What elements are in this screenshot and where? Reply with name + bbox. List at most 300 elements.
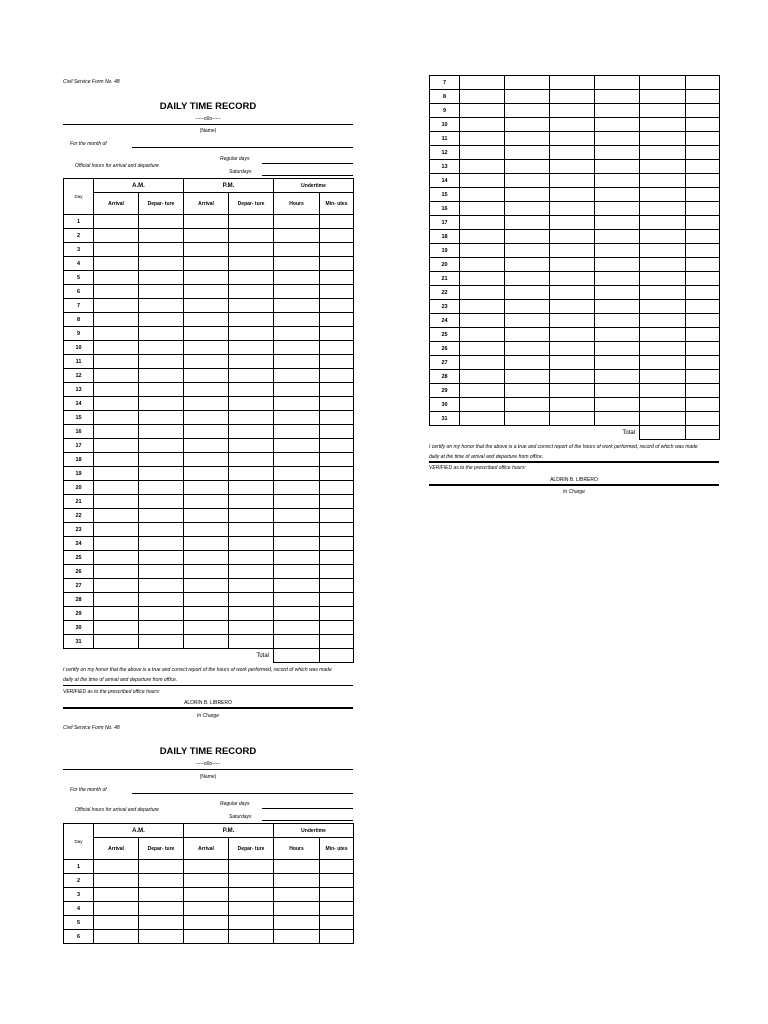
pm-arrival-cell[interactable]: [184, 313, 229, 327]
am-arrival-cell[interactable]: [94, 860, 139, 874]
am-arrival-cell[interactable]: [460, 188, 505, 202]
pm-arrival-cell[interactable]: [184, 902, 229, 916]
pm-arrival-cell[interactable]: [184, 888, 229, 902]
am-arrival-cell[interactable]: [94, 243, 139, 257]
pm-departure-cell[interactable]: [595, 104, 640, 118]
am-arrival-cell[interactable]: [460, 412, 505, 426]
undertime-minutes-cell[interactable]: [686, 118, 720, 132]
am-arrival-cell[interactable]: [460, 286, 505, 300]
undertime-minutes-cell[interactable]: [320, 313, 354, 327]
pm-arrival-cell[interactable]: [184, 425, 229, 439]
am-arrival-cell[interactable]: [460, 356, 505, 370]
undertime-minutes-cell[interactable]: [320, 299, 354, 313]
undertime-hours-cell[interactable]: [274, 551, 320, 565]
am-arrival-cell[interactable]: [460, 258, 505, 272]
am-departure-cell[interactable]: [505, 160, 550, 174]
undertime-hours-cell[interactable]: [274, 369, 320, 383]
am-departure-cell[interactable]: [139, 579, 184, 593]
undertime-hours-cell[interactable]: [640, 90, 686, 104]
pm-departure-cell[interactable]: [229, 916, 274, 930]
am-departure-cell[interactable]: [505, 314, 550, 328]
am-departure-cell[interactable]: [505, 384, 550, 398]
undertime-minutes-cell[interactable]: [686, 244, 720, 258]
pm-arrival-cell[interactable]: [550, 398, 595, 412]
pm-arrival-cell[interactable]: [184, 509, 229, 523]
pm-arrival-cell[interactable]: [550, 258, 595, 272]
signature-line[interactable]: [63, 685, 353, 686]
am-arrival-cell[interactable]: [460, 244, 505, 258]
am-arrival-cell[interactable]: [94, 509, 139, 523]
am-departure-cell[interactable]: [139, 874, 184, 888]
am-departure-cell[interactable]: [139, 341, 184, 355]
am-departure-cell[interactable]: [139, 383, 184, 397]
pm-departure-cell[interactable]: [595, 244, 640, 258]
am-departure-cell[interactable]: [139, 397, 184, 411]
pm-arrival-cell[interactable]: [550, 244, 595, 258]
am-arrival-cell[interactable]: [94, 930, 139, 944]
am-departure-cell[interactable]: [505, 174, 550, 188]
am-arrival-cell[interactable]: [460, 160, 505, 174]
am-departure-cell[interactable]: [139, 593, 184, 607]
am-departure-cell[interactable]: [139, 355, 184, 369]
pm-arrival-cell[interactable]: [550, 132, 595, 146]
am-arrival-cell[interactable]: [94, 397, 139, 411]
pm-arrival-cell[interactable]: [550, 202, 595, 216]
undertime-minutes-cell[interactable]: [320, 327, 354, 341]
am-departure-cell[interactable]: [505, 104, 550, 118]
pm-departure-cell[interactable]: [229, 397, 274, 411]
undertime-hours-cell[interactable]: [640, 356, 686, 370]
pm-arrival-cell[interactable]: [184, 523, 229, 537]
am-departure-cell[interactable]: [505, 202, 550, 216]
am-departure-cell[interactable]: [505, 328, 550, 342]
am-arrival-cell[interactable]: [94, 257, 139, 271]
am-arrival-cell[interactable]: [94, 425, 139, 439]
pm-departure-cell[interactable]: [229, 299, 274, 313]
pm-arrival-cell[interactable]: [550, 90, 595, 104]
pm-departure-cell[interactable]: [229, 621, 274, 635]
name-line[interactable]: [63, 124, 353, 125]
pm-departure-cell[interactable]: [229, 257, 274, 271]
undertime-minutes-cell[interactable]: [320, 509, 354, 523]
undertime-hours-cell[interactable]: [640, 118, 686, 132]
undertime-hours-cell[interactable]: [640, 286, 686, 300]
pm-departure-cell[interactable]: [595, 146, 640, 160]
undertime-minutes-cell[interactable]: [320, 355, 354, 369]
undertime-hours-cell[interactable]: [274, 902, 320, 916]
am-departure-cell[interactable]: [505, 216, 550, 230]
pm-departure-cell[interactable]: [229, 425, 274, 439]
pm-departure-cell[interactable]: [229, 930, 274, 944]
undertime-hours-cell[interactable]: [274, 425, 320, 439]
am-arrival-cell[interactable]: [94, 495, 139, 509]
pm-arrival-cell[interactable]: [184, 411, 229, 425]
pm-departure-cell[interactable]: [595, 412, 640, 426]
am-arrival-cell[interactable]: [94, 299, 139, 313]
undertime-hours-cell[interactable]: [640, 342, 686, 356]
pm-arrival-cell[interactable]: [184, 285, 229, 299]
pm-departure-cell[interactable]: [595, 300, 640, 314]
am-departure-cell[interactable]: [139, 411, 184, 425]
month-line[interactable]: [132, 147, 353, 148]
undertime-hours-cell[interactable]: [640, 132, 686, 146]
am-arrival-cell[interactable]: [94, 523, 139, 537]
am-arrival-cell[interactable]: [94, 285, 139, 299]
undertime-minutes-cell[interactable]: [320, 523, 354, 537]
pm-departure-cell[interactable]: [229, 593, 274, 607]
undertime-minutes-cell[interactable]: [320, 593, 354, 607]
am-departure-cell[interactable]: [505, 244, 550, 258]
undertime-minutes-cell[interactable]: [320, 383, 354, 397]
undertime-hours-cell[interactable]: [274, 509, 320, 523]
am-departure-cell[interactable]: [139, 481, 184, 495]
undertime-minutes-cell[interactable]: [686, 370, 720, 384]
undertime-hours-cell[interactable]: [274, 411, 320, 425]
undertime-minutes-cell[interactable]: [686, 160, 720, 174]
am-arrival-cell[interactable]: [94, 607, 139, 621]
pm-departure-cell[interactable]: [595, 286, 640, 300]
pm-departure-cell[interactable]: [229, 369, 274, 383]
pm-departure-cell[interactable]: [595, 230, 640, 244]
pm-departure-cell[interactable]: [595, 342, 640, 356]
pm-arrival-cell[interactable]: [550, 328, 595, 342]
undertime-hours-cell[interactable]: [274, 607, 320, 621]
undertime-hours-cell[interactable]: [274, 299, 320, 313]
undertime-hours-cell[interactable]: [274, 285, 320, 299]
undertime-minutes-cell[interactable]: [320, 243, 354, 257]
undertime-hours-cell[interactable]: [274, 860, 320, 874]
undertime-hours-cell[interactable]: [274, 916, 320, 930]
pm-arrival-cell[interactable]: [550, 76, 595, 90]
undertime-hours-cell[interactable]: [274, 565, 320, 579]
am-arrival-cell[interactable]: [460, 76, 505, 90]
pm-departure-cell[interactable]: [595, 174, 640, 188]
undertime-minutes-cell[interactable]: [686, 132, 720, 146]
pm-arrival-cell[interactable]: [184, 467, 229, 481]
pm-departure-cell[interactable]: [595, 188, 640, 202]
am-arrival-cell[interactable]: [460, 230, 505, 244]
am-departure-cell[interactable]: [505, 90, 550, 104]
undertime-minutes-cell[interactable]: [686, 328, 720, 342]
undertime-hours-cell[interactable]: [274, 453, 320, 467]
undertime-minutes-cell[interactable]: [320, 369, 354, 383]
am-departure-cell[interactable]: [139, 453, 184, 467]
name-line-2[interactable]: [63, 769, 353, 770]
pm-arrival-cell[interactable]: [550, 216, 595, 230]
pm-arrival-cell[interactable]: [184, 495, 229, 509]
am-departure-cell[interactable]: [505, 412, 550, 426]
undertime-minutes-cell[interactable]: [320, 621, 354, 635]
pm-departure-cell[interactable]: [229, 523, 274, 537]
undertime-minutes-cell[interactable]: [686, 384, 720, 398]
am-departure-cell[interactable]: [139, 509, 184, 523]
am-arrival-cell[interactable]: [94, 916, 139, 930]
undertime-minutes-cell[interactable]: [320, 411, 354, 425]
am-arrival-cell[interactable]: [94, 874, 139, 888]
pm-arrival-cell[interactable]: [550, 342, 595, 356]
total-hours-cell[interactable]: [640, 426, 686, 440]
pm-arrival-cell[interactable]: [184, 271, 229, 285]
undertime-minutes-cell[interactable]: [320, 930, 354, 944]
am-departure-cell[interactable]: [139, 285, 184, 299]
pm-arrival-cell[interactable]: [184, 299, 229, 313]
am-departure-cell[interactable]: [139, 257, 184, 271]
undertime-minutes-cell[interactable]: [320, 425, 354, 439]
am-arrival-cell[interactable]: [94, 369, 139, 383]
undertime-minutes-cell[interactable]: [320, 916, 354, 930]
am-departure-cell[interactable]: [505, 342, 550, 356]
pm-arrival-cell[interactable]: [550, 118, 595, 132]
am-departure-cell[interactable]: [139, 243, 184, 257]
undertime-minutes-cell[interactable]: [320, 565, 354, 579]
am-arrival-cell[interactable]: [94, 551, 139, 565]
undertime-hours-cell[interactable]: [274, 355, 320, 369]
am-arrival-cell[interactable]: [460, 202, 505, 216]
total-minutes-cell[interactable]: [686, 426, 720, 440]
pm-departure-cell[interactable]: [229, 565, 274, 579]
pm-departure-cell[interactable]: [229, 453, 274, 467]
am-departure-cell[interactable]: [505, 370, 550, 384]
pm-departure-cell[interactable]: [595, 160, 640, 174]
pm-departure-cell[interactable]: [595, 90, 640, 104]
pm-arrival-cell[interactable]: [550, 300, 595, 314]
am-arrival-cell[interactable]: [94, 229, 139, 243]
pm-arrival-cell[interactable]: [550, 188, 595, 202]
pm-departure-cell[interactable]: [595, 356, 640, 370]
pm-arrival-cell[interactable]: [184, 916, 229, 930]
pm-departure-cell[interactable]: [229, 243, 274, 257]
undertime-hours-cell[interactable]: [274, 243, 320, 257]
undertime-minutes-cell[interactable]: [686, 230, 720, 244]
am-departure-cell[interactable]: [505, 272, 550, 286]
am-departure-cell[interactable]: [139, 299, 184, 313]
am-arrival-cell[interactable]: [460, 300, 505, 314]
undertime-hours-cell[interactable]: [274, 467, 320, 481]
pm-departure-cell[interactable]: [229, 215, 274, 229]
am-arrival-cell[interactable]: [94, 215, 139, 229]
undertime-hours-cell[interactable]: [274, 621, 320, 635]
undertime-minutes-cell[interactable]: [686, 104, 720, 118]
pm-arrival-cell[interactable]: [184, 481, 229, 495]
undertime-minutes-cell[interactable]: [686, 146, 720, 160]
pm-arrival-cell[interactable]: [184, 439, 229, 453]
am-departure-cell[interactable]: [139, 930, 184, 944]
undertime-minutes-cell[interactable]: [686, 356, 720, 370]
undertime-hours-cell[interactable]: [640, 160, 686, 174]
total-hours-cell[interactable]: [274, 649, 320, 663]
am-departure-cell[interactable]: [139, 439, 184, 453]
undertime-hours-cell[interactable]: [640, 272, 686, 286]
pm-departure-cell[interactable]: [229, 607, 274, 621]
am-departure-cell[interactable]: [139, 327, 184, 341]
am-departure-cell[interactable]: [139, 902, 184, 916]
undertime-minutes-cell[interactable]: [320, 579, 354, 593]
am-arrival-cell[interactable]: [460, 146, 505, 160]
undertime-minutes-cell[interactable]: [320, 257, 354, 271]
pm-departure-cell[interactable]: [229, 509, 274, 523]
undertime-minutes-cell[interactable]: [320, 271, 354, 285]
pm-departure-cell[interactable]: [229, 874, 274, 888]
am-arrival-cell[interactable]: [94, 888, 139, 902]
pm-arrival-cell[interactable]: [184, 593, 229, 607]
undertime-hours-cell[interactable]: [640, 76, 686, 90]
pm-departure-cell[interactable]: [595, 76, 640, 90]
undertime-hours-cell[interactable]: [640, 216, 686, 230]
undertime-minutes-cell[interactable]: [686, 76, 720, 90]
pm-arrival-cell[interactable]: [184, 453, 229, 467]
undertime-hours-cell[interactable]: [274, 593, 320, 607]
pm-arrival-cell[interactable]: [184, 229, 229, 243]
pm-departure-cell[interactable]: [229, 285, 274, 299]
undertime-hours-cell[interactable]: [274, 215, 320, 229]
pm-arrival-cell[interactable]: [184, 243, 229, 257]
undertime-hours-cell[interactable]: [274, 229, 320, 243]
undertime-minutes-cell[interactable]: [320, 341, 354, 355]
pm-departure-cell[interactable]: [595, 398, 640, 412]
undertime-minutes-cell[interactable]: [686, 216, 720, 230]
undertime-hours-cell[interactable]: [274, 397, 320, 411]
am-arrival-cell[interactable]: [460, 118, 505, 132]
undertime-hours-cell[interactable]: [274, 439, 320, 453]
am-arrival-cell[interactable]: [460, 104, 505, 118]
am-arrival-cell[interactable]: [94, 453, 139, 467]
am-departure-cell[interactable]: [505, 76, 550, 90]
am-departure-cell[interactable]: [505, 286, 550, 300]
pm-arrival-cell[interactable]: [550, 104, 595, 118]
undertime-hours-cell[interactable]: [640, 384, 686, 398]
undertime-minutes-cell[interactable]: [686, 174, 720, 188]
am-arrival-cell[interactable]: [94, 271, 139, 285]
undertime-minutes-cell[interactable]: [686, 90, 720, 104]
pm-arrival-cell[interactable]: [184, 860, 229, 874]
am-arrival-cell[interactable]: [94, 902, 139, 916]
undertime-minutes-cell[interactable]: [320, 397, 354, 411]
pm-arrival-cell[interactable]: [184, 607, 229, 621]
undertime-hours-cell[interactable]: [274, 383, 320, 397]
am-arrival-cell[interactable]: [94, 355, 139, 369]
undertime-hours-cell[interactable]: [274, 537, 320, 551]
undertime-hours-cell[interactable]: [640, 244, 686, 258]
undertime-hours-cell[interactable]: [640, 300, 686, 314]
undertime-hours-cell[interactable]: [640, 174, 686, 188]
pm-arrival-cell[interactable]: [550, 174, 595, 188]
undertime-hours-cell[interactable]: [640, 314, 686, 328]
pm-arrival-cell[interactable]: [550, 272, 595, 286]
pm-arrival-cell[interactable]: [184, 537, 229, 551]
pm-departure-cell[interactable]: [595, 216, 640, 230]
undertime-hours-cell[interactable]: [640, 412, 686, 426]
undertime-minutes-cell[interactable]: [320, 215, 354, 229]
am-arrival-cell[interactable]: [460, 132, 505, 146]
am-arrival-cell[interactable]: [94, 537, 139, 551]
undertime-hours-cell[interactable]: [274, 341, 320, 355]
pm-arrival-cell[interactable]: [184, 551, 229, 565]
pm-departure-cell[interactable]: [229, 383, 274, 397]
signature-line-3[interactable]: [429, 461, 719, 463]
am-arrival-cell[interactable]: [94, 621, 139, 635]
pm-departure-cell[interactable]: [229, 481, 274, 495]
pm-arrival-cell[interactable]: [550, 146, 595, 160]
month-line-2[interactable]: [132, 793, 353, 794]
undertime-minutes-cell[interactable]: [320, 439, 354, 453]
am-departure-cell[interactable]: [139, 467, 184, 481]
am-departure-cell[interactable]: [139, 215, 184, 229]
pm-departure-cell[interactable]: [595, 202, 640, 216]
am-arrival-cell[interactable]: [94, 635, 139, 649]
pm-departure-cell[interactable]: [595, 132, 640, 146]
am-departure-cell[interactable]: [139, 425, 184, 439]
am-arrival-cell[interactable]: [460, 314, 505, 328]
undertime-minutes-cell[interactable]: [320, 495, 354, 509]
pm-departure-cell[interactable]: [595, 384, 640, 398]
am-arrival-cell[interactable]: [94, 593, 139, 607]
pm-arrival-cell[interactable]: [550, 370, 595, 384]
pm-arrival-cell[interactable]: [184, 565, 229, 579]
pm-departure-cell[interactable]: [229, 635, 274, 649]
pm-arrival-cell[interactable]: [184, 215, 229, 229]
am-departure-cell[interactable]: [139, 229, 184, 243]
am-arrival-cell[interactable]: [460, 370, 505, 384]
undertime-minutes-cell[interactable]: [320, 874, 354, 888]
undertime-hours-cell[interactable]: [274, 271, 320, 285]
pm-departure-cell[interactable]: [229, 537, 274, 551]
pm-departure-cell[interactable]: [229, 327, 274, 341]
pm-departure-cell[interactable]: [229, 355, 274, 369]
pm-arrival-cell[interactable]: [184, 341, 229, 355]
am-arrival-cell[interactable]: [94, 467, 139, 481]
undertime-minutes-cell[interactable]: [320, 607, 354, 621]
am-arrival-cell[interactable]: [94, 313, 139, 327]
undertime-hours-cell[interactable]: [274, 874, 320, 888]
am-departure-cell[interactable]: [505, 188, 550, 202]
am-arrival-cell[interactable]: [460, 398, 505, 412]
undertime-minutes-cell[interactable]: [686, 412, 720, 426]
total-minutes-cell[interactable]: [320, 649, 354, 663]
undertime-hours-cell[interactable]: [640, 188, 686, 202]
am-departure-cell[interactable]: [139, 860, 184, 874]
pm-arrival-cell[interactable]: [184, 355, 229, 369]
am-arrival-cell[interactable]: [94, 481, 139, 495]
undertime-hours-cell[interactable]: [274, 930, 320, 944]
pm-arrival-cell[interactable]: [184, 383, 229, 397]
pm-arrival-cell[interactable]: [184, 874, 229, 888]
am-departure-cell[interactable]: [139, 565, 184, 579]
undertime-minutes-cell[interactable]: [686, 398, 720, 412]
am-arrival-cell[interactable]: [94, 327, 139, 341]
am-arrival-cell[interactable]: [460, 328, 505, 342]
am-arrival-cell[interactable]: [460, 272, 505, 286]
undertime-minutes-cell[interactable]: [320, 888, 354, 902]
undertime-hours-cell[interactable]: [274, 495, 320, 509]
undertime-hours-cell[interactable]: [274, 481, 320, 495]
pm-arrival-cell[interactable]: [550, 286, 595, 300]
undertime-hours-cell[interactable]: [640, 202, 686, 216]
am-departure-cell[interactable]: [505, 398, 550, 412]
am-departure-cell[interactable]: [139, 495, 184, 509]
pm-arrival-cell[interactable]: [550, 356, 595, 370]
undertime-hours-cell[interactable]: [640, 104, 686, 118]
pm-departure-cell[interactable]: [229, 860, 274, 874]
saturdays-line-2[interactable]: [262, 820, 353, 821]
regular-days-line-2[interactable]: [262, 808, 353, 809]
pm-departure-cell[interactable]: [229, 271, 274, 285]
pm-arrival-cell[interactable]: [184, 579, 229, 593]
pm-departure-cell[interactable]: [229, 551, 274, 565]
pm-departure-cell[interactable]: [595, 328, 640, 342]
pm-arrival-cell[interactable]: [184, 621, 229, 635]
am-arrival-cell[interactable]: [460, 342, 505, 356]
pm-arrival-cell[interactable]: [550, 160, 595, 174]
